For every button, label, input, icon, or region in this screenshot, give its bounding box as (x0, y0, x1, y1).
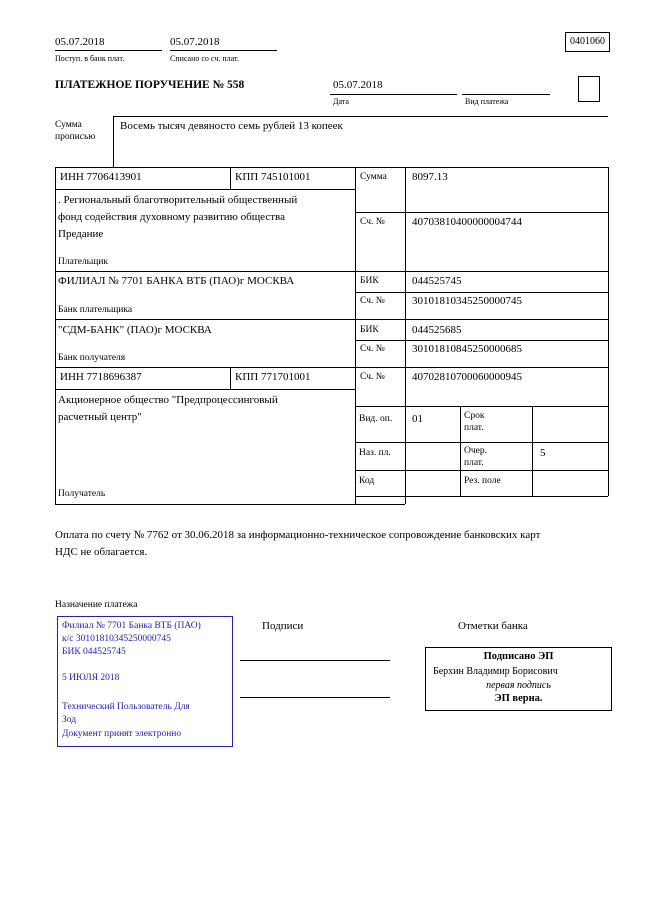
table-line (355, 442, 608, 443)
table-line (355, 470, 608, 471)
table-line (55, 504, 405, 505)
table-line (355, 340, 608, 341)
stamp-line-6: Документ принят электронно (62, 729, 182, 739)
amount-box-top-border (113, 116, 608, 117)
payee-bank-account-label: Сч. № (360, 344, 385, 354)
stamp-line-2: к/с 30101810345250000745 (62, 634, 171, 644)
payer-bank-account-label: Сч. № (360, 296, 385, 306)
op-kind-value: 01 (412, 413, 423, 425)
stamp-line-5: Технический Пользователь Для Зод (62, 702, 190, 725)
table-line (55, 167, 608, 168)
table-line (230, 167, 231, 189)
table-line (55, 367, 608, 368)
table-line (55, 189, 355, 190)
received-date-underline (55, 50, 162, 51)
payee-kpp: КПП 771701001 (235, 371, 311, 383)
pay-order-value: 5 (540, 447, 546, 459)
op-kind-label: Вид. оп. (359, 414, 393, 424)
debited-date-label: Списано со сч. плат. (170, 54, 239, 63)
signatures-label: Подписи (262, 620, 304, 632)
signature-line (240, 660, 390, 661)
amount-words-value: Восемь тысяч девяносто семь рублей 13 копеек (120, 120, 343, 132)
esign-title: Подписано ЭП (483, 651, 554, 662)
payee-bank-label: Банк получателя (58, 353, 126, 363)
code-label: Код (359, 476, 375, 486)
pay-purpose-label: Наз. пл. (359, 448, 391, 458)
table-line (405, 167, 406, 504)
table-line (355, 212, 608, 213)
payee-account-value: 40702810700060000945 (412, 371, 522, 383)
sum-value: 8097.13 (412, 171, 448, 183)
payer-name: . Региональный благотворительный общественный фонд содействия духовному развитию общества Предание (58, 194, 298, 241)
received-date-label: Поступ. в банк плат. (55, 54, 125, 63)
esign-verified: ЭП верна. (494, 693, 543, 704)
stamp-line-4: 5 ИЮЛЯ 2018 (62, 673, 120, 683)
table-line (532, 406, 533, 496)
purpose-text: Оплата по счету № 7762 от 30.06.2018 за информационно-техническое сопровождение банковских карт НДС не облагается. (55, 529, 541, 559)
payee-bank-name: "СДМ-БАНК" (ПАО)г МОСКВА (58, 324, 212, 336)
payer-bank-label: Банк плательщика (58, 305, 133, 315)
payer-inn: ИНН 7706413901 (60, 171, 142, 183)
payee-label: Получатель (58, 489, 106, 499)
debited-date-underline (170, 50, 277, 51)
doc-date-underline (330, 94, 457, 95)
signature-line (240, 697, 390, 698)
reserve-field-label: Рез. поле (464, 476, 501, 486)
table-line (230, 367, 231, 389)
payer-account-value: 40703810400000004744 (412, 216, 522, 228)
esign-name: Берхин Владимир Борисович (433, 666, 558, 677)
doc-date-label: Дата (333, 97, 349, 106)
payer-bank-bik-value: 044525745 (412, 275, 462, 287)
payee-inn: ИНН 7718696387 (60, 371, 142, 383)
table-line (460, 406, 461, 496)
table-line (355, 406, 608, 407)
table-line (55, 319, 608, 320)
payer-bank-bik-label: БИК (360, 276, 379, 286)
payer-label: Плательщик (58, 257, 109, 267)
table-line (355, 496, 608, 497)
payee-name: Акционерное общество "Предпроцессинговый расчетный центр" (58, 394, 278, 424)
form-code-box (565, 32, 610, 52)
payment-kind-underline (462, 94, 550, 95)
esign-subtitle: первая подпись (486, 680, 551, 691)
table-line (608, 167, 609, 496)
doc-date: 05.07.2018 (333, 79, 383, 91)
stamp-line-3: БИК 044525745 (62, 647, 126, 657)
payment-kind-box (578, 76, 600, 102)
pay-order-label: Очер. плат. (464, 446, 487, 469)
payer-account-label: Сч. № (360, 217, 385, 227)
form-code: 0401060 (570, 36, 605, 47)
table-line (355, 292, 608, 293)
table-line (355, 167, 356, 504)
bank-marks-label: Отметки банка (458, 620, 528, 632)
payee-bank-bik-value: 044525685 (412, 324, 462, 336)
stamp-line-1: Филиал № 7701 Банка ВТБ (ПАО) (62, 621, 201, 631)
amount-box-left-border (113, 116, 114, 167)
bank-stamp-box (57, 616, 233, 747)
amount-words-label-2: прописью (55, 132, 96, 142)
payment-kind-label: Вид платежа (465, 97, 509, 106)
table-line (55, 167, 56, 504)
sum-label: Сумма (360, 172, 387, 182)
payee-account-label: Сч. № (360, 372, 385, 382)
table-line (55, 389, 355, 390)
payer-bank-name: ФИЛИАЛ № 7701 БАНКА ВТБ (ПАО)г МОСКВА (58, 275, 295, 287)
received-date: 05.07.2018 (55, 36, 105, 48)
payer-kpp: КПП 745101001 (235, 171, 311, 183)
purpose-label: Назначение платежа (55, 600, 138, 610)
table-line (55, 271, 608, 272)
payee-bank-account-value: 30101810845250000685 (412, 343, 522, 355)
debited-date: 05.07.2018 (170, 36, 220, 48)
amount-words-label-1: Сумма (55, 120, 82, 130)
doc-title: ПЛАТЕЖНОЕ ПОРУЧЕНИЕ № 558 (55, 79, 245, 91)
esign-box (425, 647, 612, 711)
payer-bank-account-value: 30101810345250000745 (412, 295, 522, 307)
payee-bank-bik-label: БИК (360, 325, 379, 335)
pay-term-label: Срок плат. (464, 411, 485, 434)
